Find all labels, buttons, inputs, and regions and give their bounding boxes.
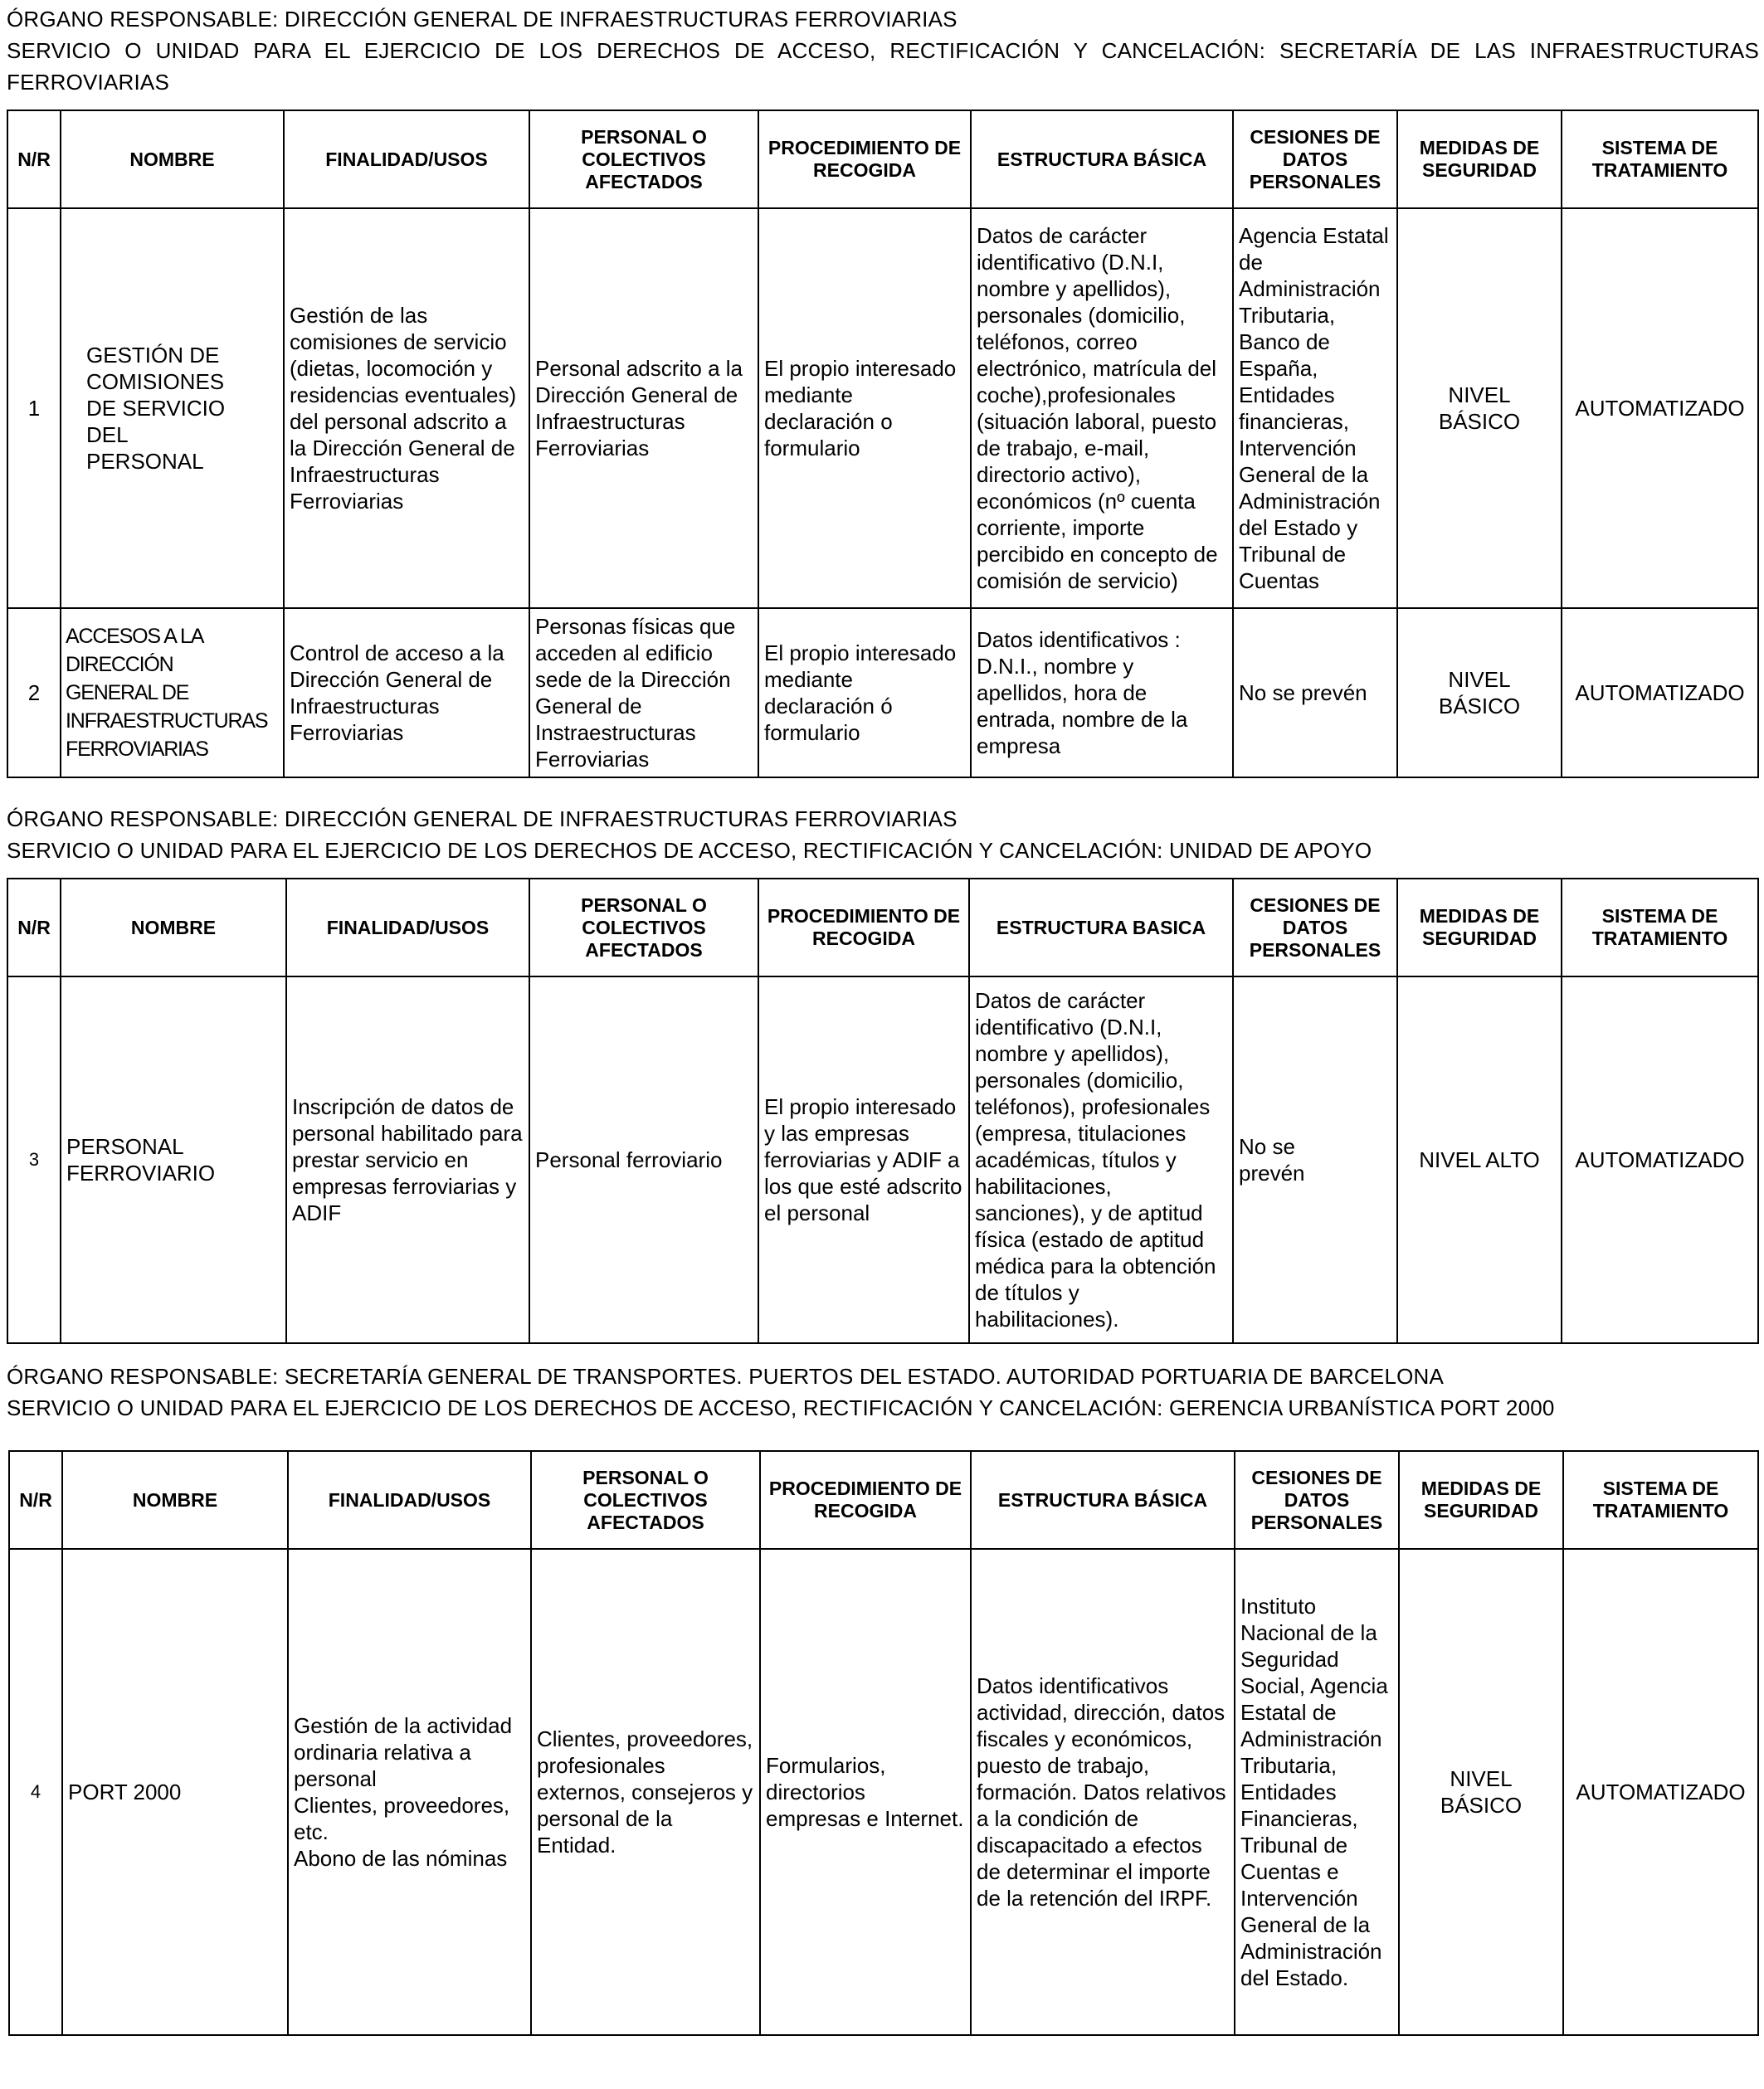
header-sistema: SISTEMA DE TRATAMIENTO [1562,110,1758,208]
header-personal: PERSONAL O COLECTIVOS AFECTADOS [529,879,758,976]
header-nombre: NOMBRE [61,879,286,976]
cell-nombre: ACCESOS A LA DIRECCIÓN GENERAL DE INFRAESTRUCTURAS FERROVIARIAS [61,608,284,777]
table-header-row [7,879,1758,976]
cell-nr: 3 [7,976,61,1343]
cell-procedimiento: El propio interesado mediante declaración o formulario [758,208,971,608]
cell-nr: 1 [7,208,61,608]
cell-finalidad: Inscripción de datos de personal habilitado para prestar servicio en empresas ferroviarias y ADIF [286,976,529,1343]
header-procedimiento: PROCEDIMIENTO DE RECOGIDA [758,879,969,976]
cell-nombre: GESTIÓN DE COMISIONES DE SERVICIO DEL PERSONAL [61,208,284,608]
header-personal: PERSONAL O COLECTIVOS AFECTADOS [529,110,758,208]
table-3 [8,1450,1759,2036]
cell-cesiones: No se prevén [1233,608,1397,777]
table-1 [7,110,1759,778]
cell-nombre: PORT 2000 [62,1549,288,2035]
cell-sistema: AUTOMATIZADO [1563,1549,1758,2035]
cell-nr: 2 [7,608,61,777]
cell-finalidad: Gestión de la actividad ordinaria relativa a personal Clientes, proveedores, etc. Abono de las nóminas [288,1549,531,2035]
cell-personal: Personas físicas que acceden al edificio sede de la Dirección General de Instraestructuras Ferroviarias [529,608,758,777]
cell-cesiones: Agencia Estatal de Administración Tributaria, Banco de España, Entidades financieras, Intervención General de la Administración del Estado y Tribunal de Cuentas [1233,208,1397,608]
header-personal: PERSONAL O COLECTIVOS AFECTADOS [531,1451,760,1549]
cell-estructura: Datos identificativos actividad, dirección, datos fiscales y económicos, puesto de trabajo, formación. Datos relativos a la condición de discapacitado a efectos de determinar el importe de la retención del IRPF. [971,1549,1235,2035]
header-nr: N/R [7,110,61,208]
cell-personal: Personal adscrito a la Dirección General de Infraestructuras Ferroviarias [529,208,758,608]
section-1-heading [7,3,1759,98]
header-estructura: ESTRUCTURA BÁSICA [971,1451,1235,1549]
table-row [9,1549,1758,2035]
cell-sistema: AUTOMATIZADO [1562,208,1758,608]
organo-responsable: ÓRGANO RESPONSABLE: DIRECCIÓN GENERAL DE INFRAESTRUCTURAS FERROVIARIAS [7,7,958,32]
cell-personal: Clientes, proveedores, profesionales externos, consejeros y personal de la Entidad. [531,1549,760,2035]
cell-medidas: NIVEL BÁSICO [1397,208,1562,608]
header-nr: N/R [9,1451,62,1549]
organo-responsable: ÓRGANO RESPONSABLE: SECRETARÍA GENERAL DE TRANSPORTES. PUERTOS DEL ESTADO. AUTORIDAD PORTUARIA DE BARCELONA [7,1364,1445,1389]
header-medidas: MEDIDAS DE SEGURIDAD [1399,1451,1563,1549]
cell-estructura: Datos de carácter identificativo (D.N.I, nombre y apellidos), personales (domicilio, teléfonos), profesionales (empresa, titulaciones académicas, títulos y habilitaciones, sanciones), y de aptitud física (estado de aptitud médica para la obtención de títulos y habilitaciones). [969,976,1233,1343]
section-3-heading [7,1361,1759,1424]
header-medidas: MEDIDAS DE SEGURIDAD [1397,879,1562,976]
table-row [7,208,1758,608]
header-estructura: ESTRUCTURA BASICA [969,879,1233,976]
cell-procedimiento: El propio interesado y las empresas ferroviarias y ADIF a los que esté adscrito el personal [758,976,969,1343]
table-header-row [7,110,1758,208]
header-finalidad: FINALIDAD/USOS [286,879,529,976]
header-finalidad: FINALIDAD/USOS [288,1451,531,1549]
cell-cesiones: Instituto Nacional de la Seguridad Social, Agencia Estatal de Administración Tributaria, Entidades Financieras, Tribunal de Cuentas e Intervención General de la Administración del Estado. [1235,1549,1399,2035]
header-finalidad: FINALIDAD/USOS [284,110,529,208]
cell-estructura: Datos identificativos : D.N.I., nombre y apellidos, hora de entrada, nombre de la empresa [971,608,1233,777]
cell-medidas: NIVEL BÁSICO [1399,1549,1563,2035]
cell-procedimiento: El propio interesado mediante declaración ó formulario [758,608,971,777]
cell-personal: Personal ferroviario [529,976,758,1343]
table-row [7,976,1758,1343]
header-sistema: SISTEMA DE TRATAMIENTO [1563,1451,1758,1549]
servicio-unidad-continued: FERROVIARIAS [7,70,169,95]
header-procedimiento: PROCEDIMIENTO DE RECOGIDA [760,1451,971,1549]
table-row [7,608,1758,777]
table-2 [7,878,1759,1344]
header-cesiones: CESIONES DE DATOS PERSONALES [1233,879,1397,976]
cell-medidas: NIVEL ALTO [1397,976,1562,1343]
servicio-unidad: SERVICIO O UNIDAD PARA EL EJERCICIO DE LOS DERECHOS DE ACCESO, RECTIFICACIÓN Y CANCELACIÓN: SECRETARÍA DE LAS INFRAESTRUCTURAS [7,38,1759,63]
organo-responsable: ÓRGANO RESPONSABLE: DIRECCIÓN GENERAL DE INFRAESTRUCTURAS FERROVIARIAS [7,806,958,831]
section-2-heading [7,803,1759,866]
header-sistema: SISTEMA DE TRATAMIENTO [1562,879,1758,976]
header-cesiones: CESIONES DE DATOS PERSONALES [1233,110,1397,208]
table-header-row [9,1451,1758,1549]
header-cesiones: CESIONES DE DATOS PERSONALES [1235,1451,1399,1549]
header-procedimiento: PROCEDIMIENTO DE RECOGIDA [758,110,971,208]
header-nombre: NOMBRE [62,1451,288,1549]
servicio-unidad: SERVICIO O UNIDAD PARA EL EJERCICIO DE LOS DERECHOS DE ACCESO, RECTIFICACIÓN Y CANCELACIÓN: UNIDAD DE APOYO [7,838,1372,863]
header-nr: N/R [7,879,61,976]
header-medidas: MEDIDAS DE SEGURIDAD [1397,110,1562,208]
cell-nombre: PERSONAL FERROVIARIO [61,976,286,1343]
cell-estructura: Datos de carácter identificativo (D.N.I, nombre y apellidos), personales (domicilio, teléfonos, correo electrónico, matrícula del coche),profesionales (situación laboral, puesto de trabajo, e-mail, directorio activo), económicos (nº cuenta corriente, importe percibido en concepto de comisión de servicio) [971,208,1233,608]
header-estructura: ESTRUCTURA BÁSICA [971,110,1233,208]
cell-procedimiento: Formularios, directorios empresas e Internet. [760,1549,971,2035]
servicio-unidad: SERVICIO O UNIDAD PARA EL EJERCICIO DE LOS DERECHOS DE ACCESO, RECTIFICACIÓN Y CANCELACIÓN: GERENCIA URBANÍSTICA PORT 2000 [7,1395,1555,1420]
cell-finalidad: Control de acceso a la Dirección General de Infraestructuras Ferroviarias [284,608,529,777]
cell-nr: 4 [9,1549,62,2035]
cell-finalidad: Gestión de las comisiones de servicio (dietas, locomoción y residencias eventuales) del personal adscrito a la Dirección General de Infraestructuras Ferroviarias [284,208,529,608]
cell-sistema: AUTOMATIZADO [1562,608,1758,777]
cell-sistema: AUTOMATIZADO [1562,976,1758,1343]
cell-medidas: NIVEL BÁSICO [1397,608,1562,777]
cell-cesiones: No se prevén [1233,976,1397,1343]
header-nombre: NOMBRE [61,110,284,208]
